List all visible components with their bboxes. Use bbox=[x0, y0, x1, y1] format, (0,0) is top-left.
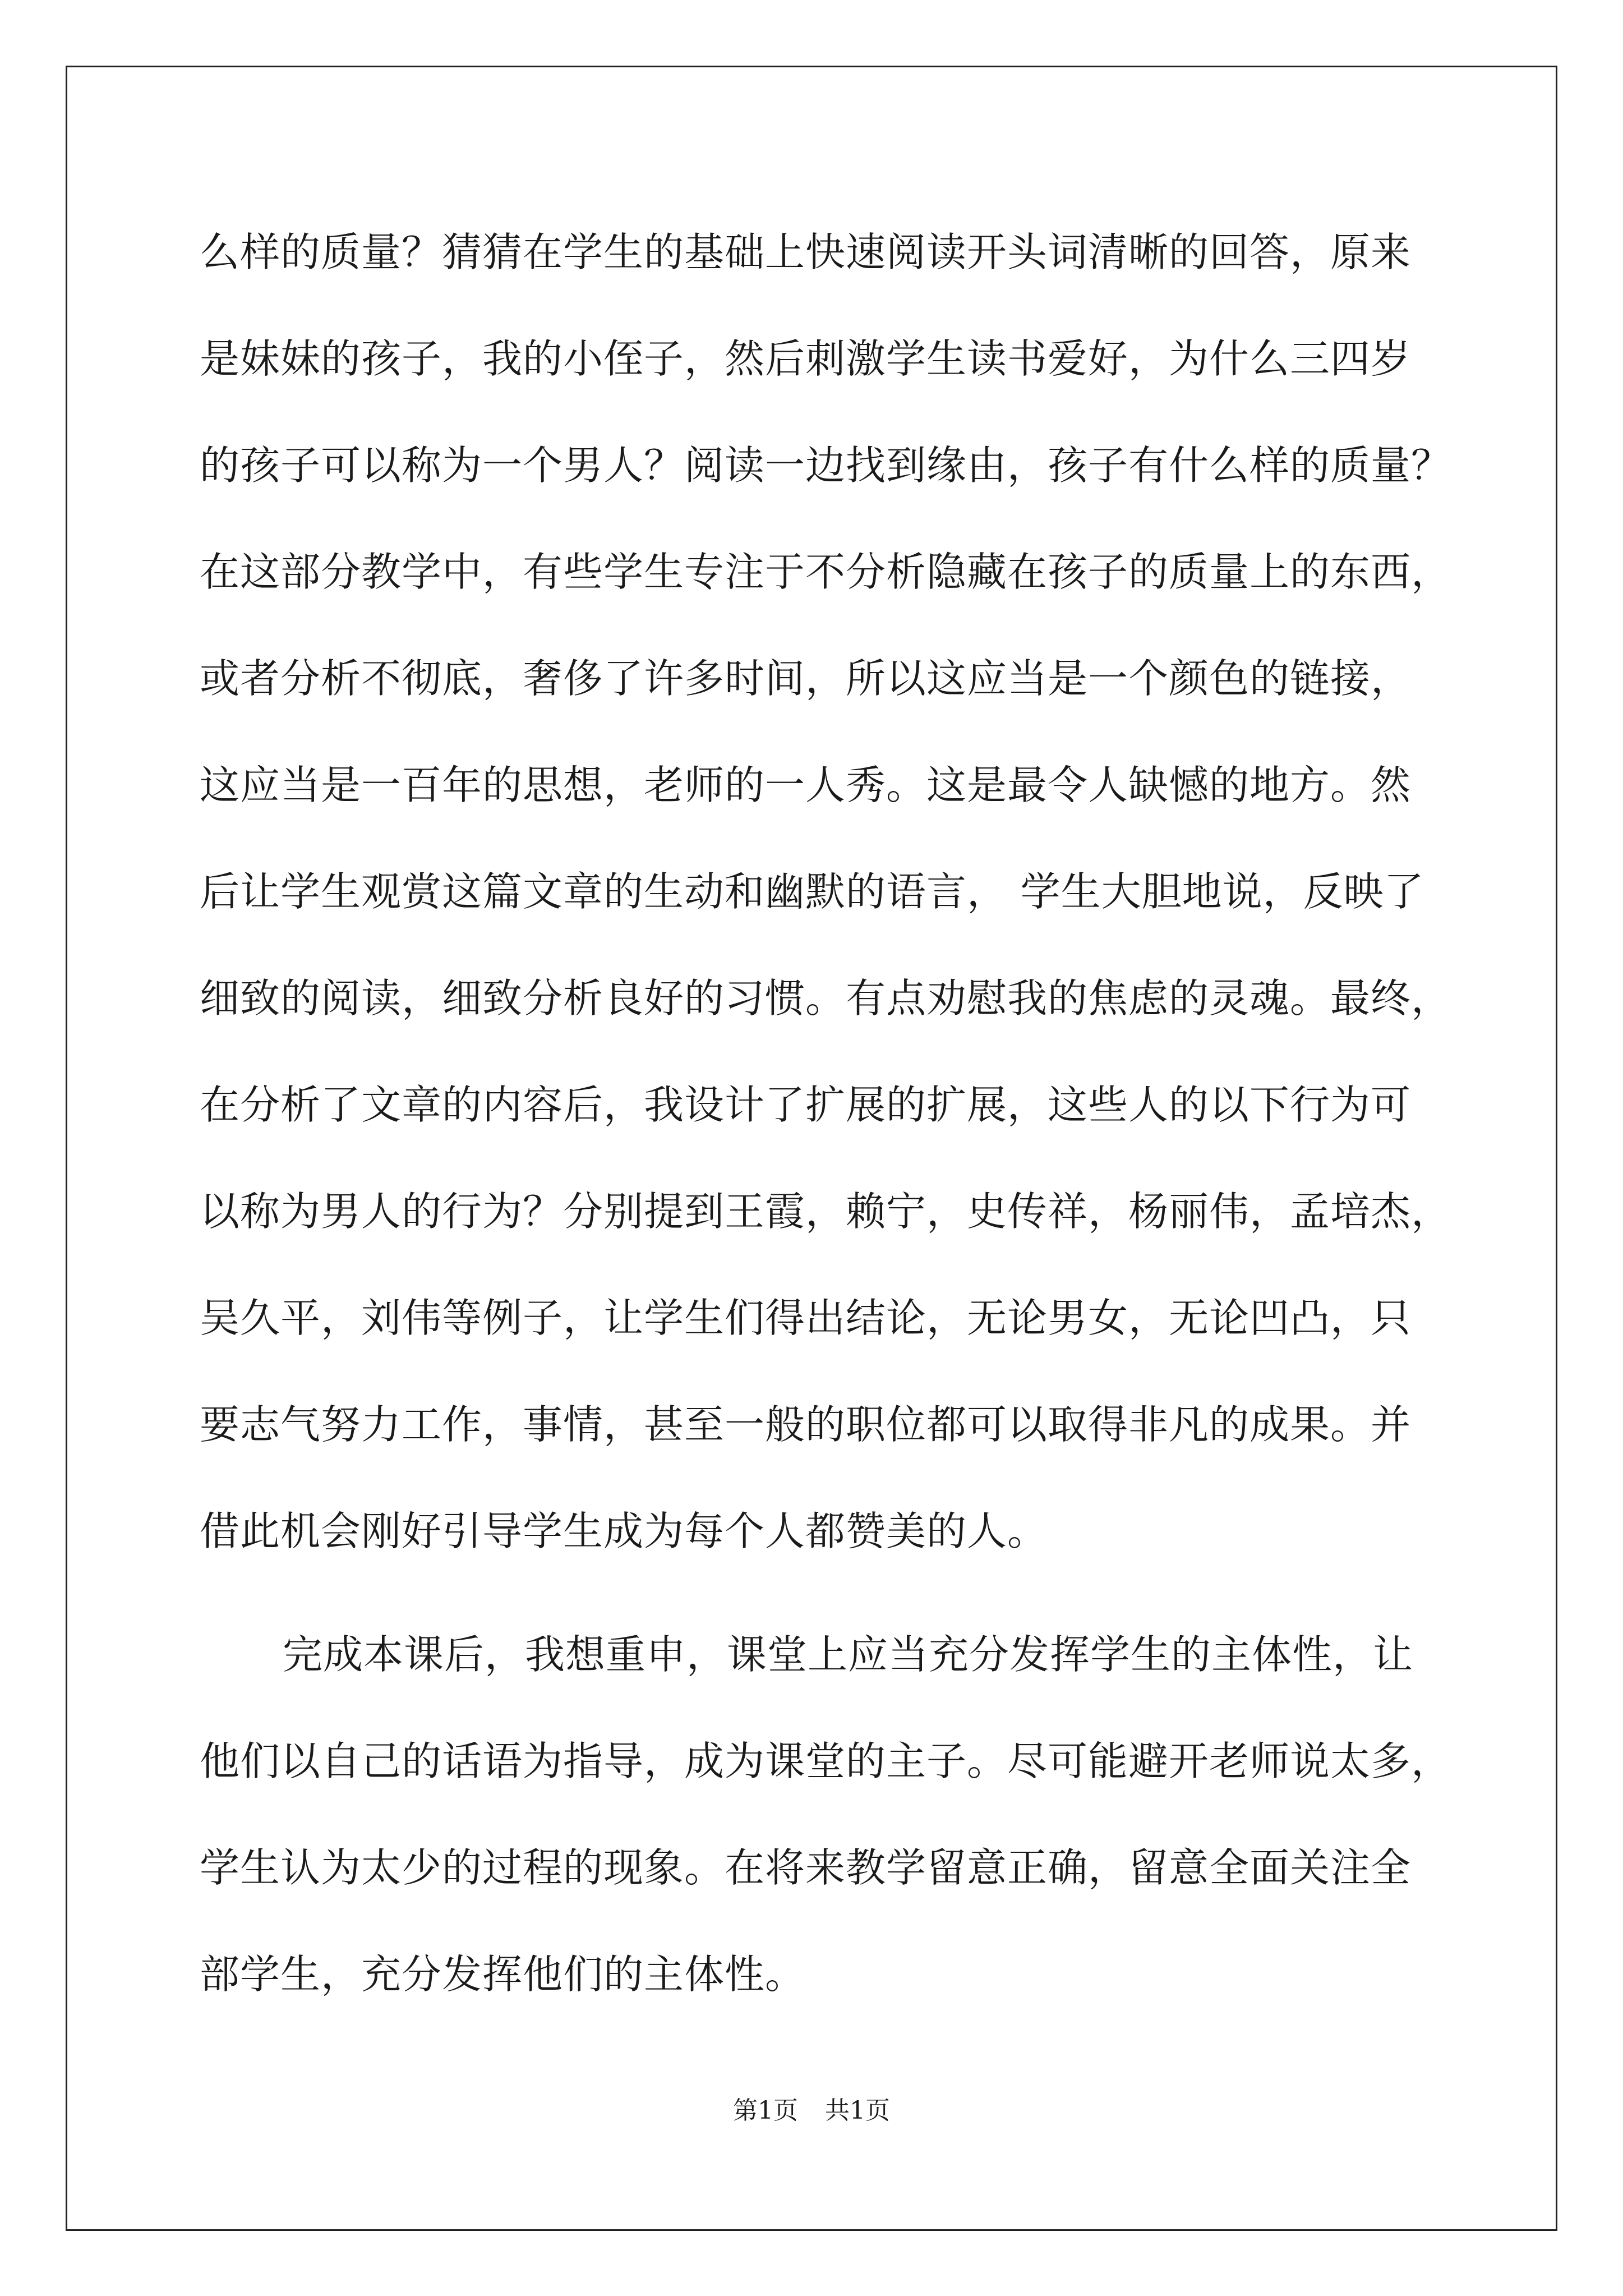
text-line: 借此机会刚好引导学生成为每个人都赞美的人。 bbox=[200, 1508, 1048, 1554]
text-line: 要志气努力工作，事情，甚至一般的职位都可以取得非凡的成果。并 bbox=[200, 1401, 1412, 1448]
document-body bbox=[200, 208, 1452, 2036]
paragraph-1 bbox=[200, 208, 1452, 1593]
text-line: 细致的阅读，细致分析良好的习惯。有点劝慰我的焦虑的灵魂。最终， bbox=[200, 975, 1452, 1022]
page-total: 共1页 bbox=[825, 2096, 890, 2125]
page-number: 第1页 bbox=[733, 2096, 798, 2125]
text-line: 这应当是一百年的思想，老师的一人秀。这是最令人缺憾的地方。然 bbox=[200, 762, 1412, 808]
text-line: 部学生，充分发挥他们的主体性。 bbox=[200, 1951, 806, 1998]
text-line: 以称为男人的行为？分别提到王霞，赖宁，史传祥，杨丽伟，孟培杰， bbox=[200, 1188, 1452, 1235]
page-footer bbox=[0, 2090, 1623, 2126]
text-line: 是妹妹的孩子，我的小侄子，然后刺激学生读书爱好，为什么三四岁 bbox=[200, 335, 1412, 382]
text-line: 他们以自己的话语为指导，成为课堂的主子。尽可能避开老师说太多， bbox=[200, 1738, 1452, 1784]
text-line: 完成本课后，我想重申，课堂上应当充分发挥学生的主体性，让 bbox=[283, 1631, 1414, 1678]
text-line: 么样的质量？猜猜在学生的基础上快速阅读开头词清晰的回答，原来 bbox=[200, 229, 1412, 275]
text-line: 或者分析不彻底，奢侈了许多时间，所以这应当是一个颜色的链接， bbox=[200, 655, 1412, 702]
text-line: 吴久平，刘伟等例子，让学生们得出结论，无论男女，无论凹凸，只 bbox=[200, 1295, 1412, 1341]
text-line: 学生认为太少的过程的现象。在将来教学留意正确，留意全面关注全 bbox=[200, 1844, 1412, 1891]
text-line: 后让学生观赏这篇文章的生动和幽默的语言， 学生大胆地说，反映了 bbox=[200, 868, 1424, 915]
text-line: 在分析了文章的内容后，我设计了扩展的扩展，这些人的以下行为可 bbox=[200, 1082, 1412, 1128]
text-line: 在这部分教学中，有些学生专注于不分析隐藏在孩子的质量上的东西， bbox=[200, 549, 1452, 595]
paragraph-2 bbox=[200, 1610, 1452, 2036]
text-line: 的孩子可以称为一个男人？阅读一边找到缘由，孩子有什么样的质量？ bbox=[200, 442, 1452, 489]
paragraph-gap bbox=[200, 1593, 1439, 1610]
